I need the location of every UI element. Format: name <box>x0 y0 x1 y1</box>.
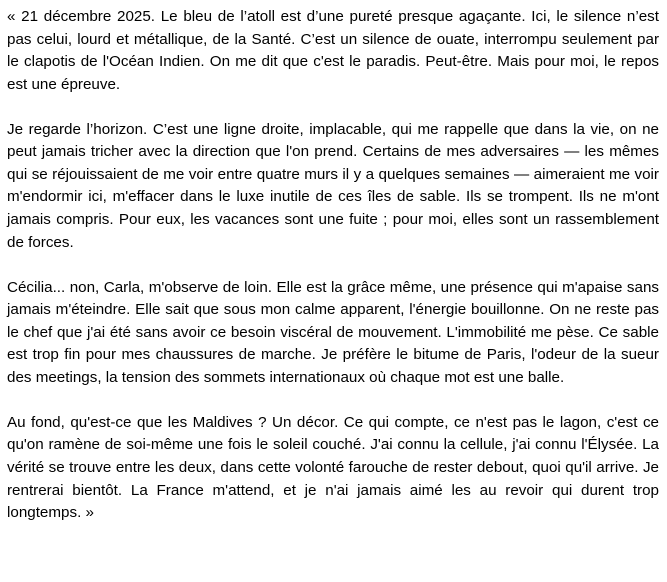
paragraph-1: « 21 décembre 2025. Le bleu de l’atoll est d’une pureté presque agaçante. Ici, le silence n’est pas celui, lourd et métallique, de la Santé. C’est un silence de ouate, interrompu seulement par le clapotis de l'Océan Indien. On me dit que c'est le paradis. Peut-être. Mais pour moi, le repos est une épreuve. <box>7 8 659 93</box>
paragraph-2: Je regarde l’horizon. C’est une ligne droite, implacable, qui me rappelle que dans la vie, on ne peut jamais tricher avec la direction que l'on prend. Certains de mes adversaires — les mêmes qui se réjouissaient de me voir entre quatre murs il y a quelques semaines — aimeraient me voir m'endormir ici, m'effacer dans le luxe inutile de ces îles de sable. Ils se trompent. Ils ne m'ont jamais compris. Pour eux, les vacances sont une fuite ; pour moi, elles sont un rassemblement de forces. <box>7 120 659 251</box>
paragraph-4: Au fond, qu'est-ce que les Maldives ? Un décor. Ce qui compte, ce n'est pas le lagon, c'est ce qu'on ramène de soi-même une fois le soleil couché. J'ai connu la cellule, j'ai connu l'Élysée. La vérité se trouve entre les deux, dans cette volonté farouche de rester debout, quoi qu'il arrive. Je rentrerai bientôt. La France m'attend, et je n'ai jamais aimé les au revoir qui durent trop longtemps. » <box>7 413 659 522</box>
paragraph-3: Cécilia... non, Carla, m'observe de loin. Elle est la grâce même, une présence qui m'apaise sans jamais m'éteindre. Elle sait que sous mon calme apparent, l'énergie bouillonne. On ne reste pas le chef que j'ai été sans avoir ce besoin viscéral de mouvement. L'immobilité me pèse. Ce sable est trop fin pour mes chaussures de marche. Je préfère le bitume de Paris, l'odeur de la sueur des meetings, la tension des sommets internationaux où chaque mot est une balle. <box>7 278 659 386</box>
